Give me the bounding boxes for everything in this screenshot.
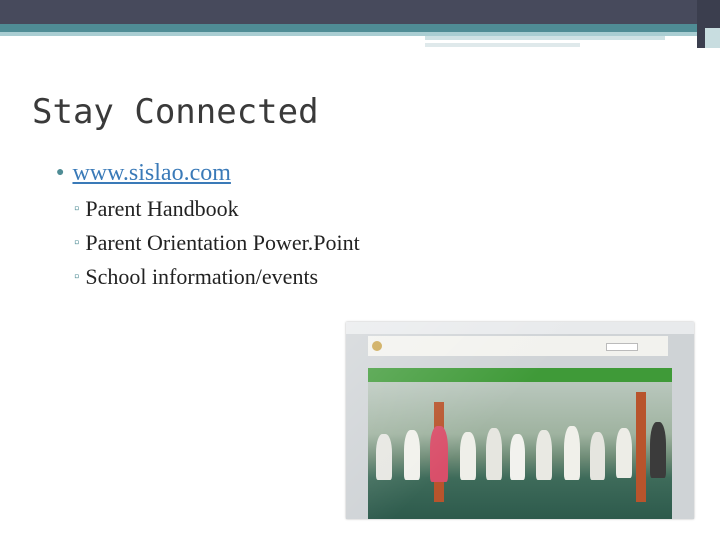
- photo-glare: [346, 322, 694, 519]
- website-link[interactable]: www.sislao.com: [72, 160, 231, 186]
- square-bullet-icon: ▫: [74, 269, 80, 285]
- sub-bullet-label: Parent Handbook: [85, 196, 239, 221]
- sub-bullet-label: Parent Orientation Power.Point: [85, 230, 360, 255]
- top-dark-bar: [0, 0, 720, 24]
- sub-bullet-label: School information/events: [85, 264, 319, 289]
- website-screenshot-photo: [346, 322, 694, 519]
- decor-bar-stub: [425, 36, 665, 40]
- sub-bullet-item: [74, 196, 239, 222]
- sub-bullet-item: [74, 230, 360, 256]
- bullet-item: [56, 160, 231, 187]
- square-bullet-icon: ▫: [74, 201, 80, 217]
- sub-bullet-item: [74, 264, 318, 290]
- top-teal-bar: [0, 24, 720, 32]
- square-bullet-icon: ▫: [74, 235, 80, 251]
- decor-bar-stub: [425, 43, 580, 47]
- slide-title: Stay Connected: [32, 92, 319, 132]
- corner-block-inner: [705, 28, 720, 48]
- round-bullet-icon: ●: [56, 165, 65, 180]
